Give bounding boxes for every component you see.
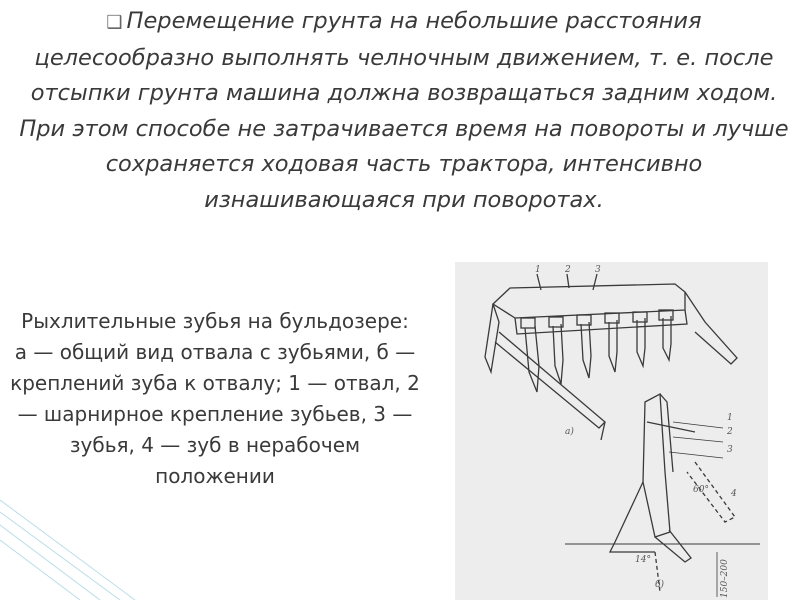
figure-small-dim: 14° bbox=[635, 555, 651, 565]
figure-caption bbox=[8, 306, 422, 492]
technical-drawing bbox=[455, 262, 768, 600]
figure-b-label-2: 2 bbox=[727, 427, 733, 437]
figure-label-a: а) bbox=[565, 427, 574, 437]
figure-label-1: 1 bbox=[535, 265, 541, 275]
figure-label-2: 2 bbox=[565, 265, 571, 275]
figure-b-label-4: 4 bbox=[731, 489, 737, 499]
figure-label-3: 3 bbox=[595, 265, 601, 275]
figure-label-b: б) bbox=[655, 580, 665, 590]
paragraph-text: Перемещение грунта на небольшие расстояния целесообразно выполнять челночным движением, т. е. после отсыпки грунта машина должна возвращаться задним ходом. При этом способе не затрачивается время на повороты и лучше сохраняется ходовая часть трактора, интенсивно изнашивающаяся при поворотах. bbox=[19, 8, 789, 213]
bullet-square-icon: ❑ bbox=[106, 12, 123, 33]
main-paragraph bbox=[14, 4, 794, 218]
figure-angle: 60° bbox=[693, 485, 709, 495]
figure-b-label-1: 1 bbox=[727, 413, 733, 423]
caption-description: а — общий вид отвала с зубьями, б — креплений зуба к отвалу; 1 — отвал, 2 — шарнирное крепление зубьев, 3 — зубья, 4 — зуб в нерабочем положении bbox=[10, 340, 420, 488]
figure-b-label-3: 3 bbox=[727, 445, 733, 455]
figure-dimension: 150–200 bbox=[720, 559, 730, 598]
bulldozer-ripper-drawing bbox=[455, 262, 768, 600]
caption-title: Рыхлительные зубья на бульдозере: bbox=[21, 309, 409, 333]
decorative-corner-lines bbox=[0, 490, 140, 600]
